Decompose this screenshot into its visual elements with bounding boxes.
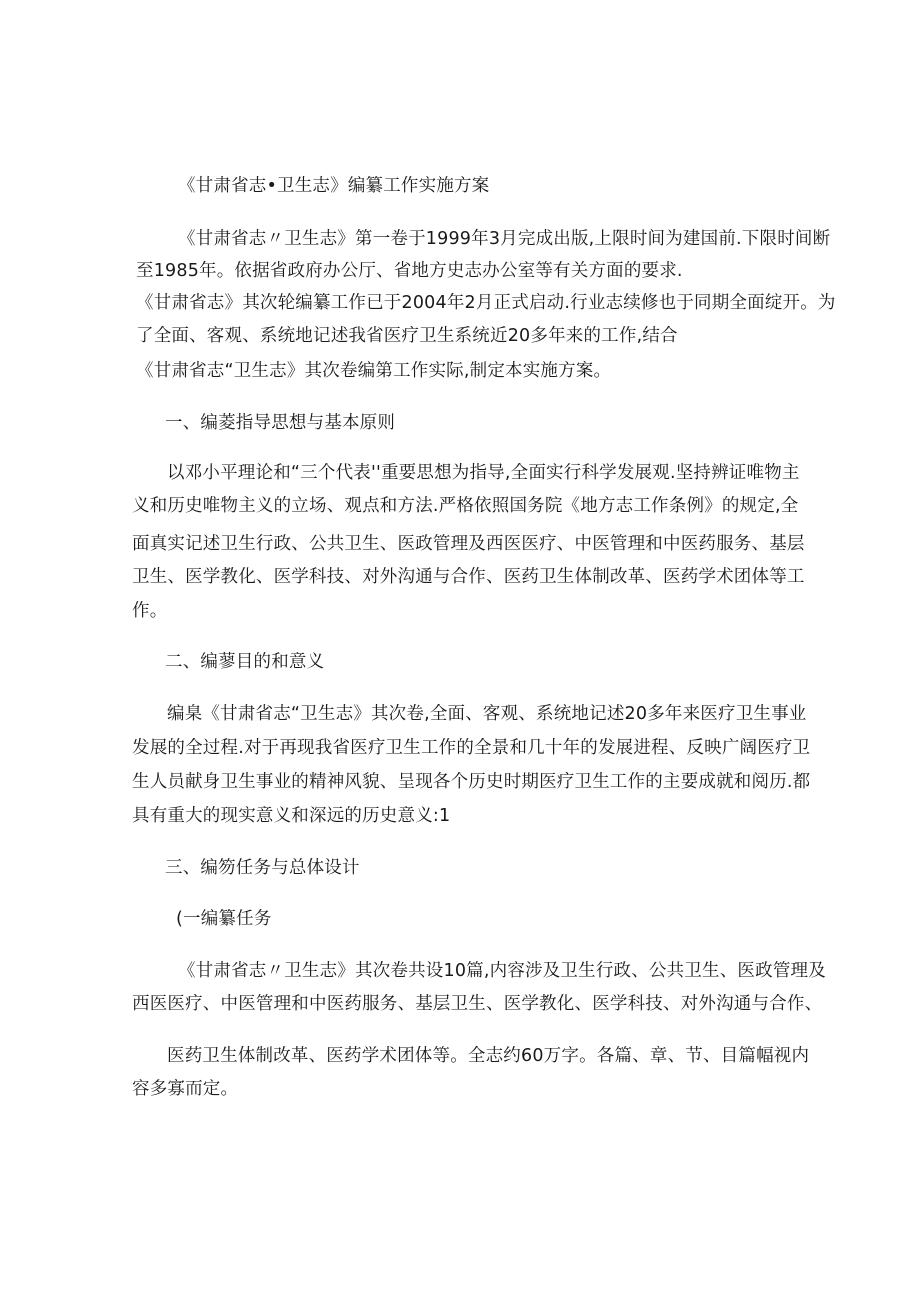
section1-line: 卫生、医学教化、医学科技、对外沟通与合作、医药卫生体制改革、医药学术团体等工 <box>132 567 805 587</box>
intro-line: 了全面、客观、系统地记述我省医疗卫生系统近20多年来的工作,结合 <box>136 326 678 346</box>
section3-line: 西医医疗、中医管理和中医药服务、基层卫生、医学教化、医学科技、对外沟通与合作、 <box>132 994 823 1014</box>
section1-line: 以邓小平理论和“三个代表''重要思想为指导,全面实行科学发展观.坚持辨证唯物主 <box>167 463 800 483</box>
intro-line: 《甘肃省志“卫生志》其次卷编第工作实际,制定本实施方案。 <box>136 361 612 381</box>
section3-heading: 三、编笏任务与总体设计 <box>165 858 360 878</box>
section1-line: 面真实记述卫生行政、公共卫生、医政管理及西医医疗、中医管理和中医药服务、基层 <box>132 534 805 554</box>
section2-line: 发展的全过程.对于再现我省医疗卫生工作的全景和几十年的发展进程、反映广阔医疗卫 <box>132 738 811 758</box>
intro-line: 《甘肃省志》其次轮编纂工作已于2004年2月正式启动.行业志续修也于同期全面绽开。为 <box>136 293 836 313</box>
document-title: 《甘肃省志•卫生志》编纂工作实施方案 <box>178 176 490 196</box>
section2-line: 生人员献身卫生事业的精神风貌、呈现各个历史时期医疗卫生工作的主要成就和阅历.都 <box>132 772 811 792</box>
intro-line: 《甘肃省志〃卫生志》第一卷于1999年3月完成出版,上限时间为建国前.下限时间断 <box>178 229 831 249</box>
section2-heading: 二、编蓼目的和意义 <box>165 652 325 672</box>
section3-line: 医药卫生体制改革、医药学术团体等。全志约60万字。各篇、章、节、目篇幅视内 <box>167 1046 810 1066</box>
section3-subheading: (一编纂任务 <box>176 909 272 929</box>
section3-line: 容多寡而定。 <box>132 1079 239 1099</box>
section2-line: 具有重大的现实意义和深远的历史意义:1 <box>132 806 451 826</box>
section2-line: 编臬《甘肃省志“卫生志》其次卷,全面、客观、系统地记述20多年来医疗卫生事业 <box>167 704 807 724</box>
intro-line: 至1985年。依据省政府办公厅、省地方史志办公室等有关方面的要求. <box>136 261 683 281</box>
section1-line: 作。 <box>132 601 168 621</box>
section1-line: 义和历史唯物主义的立场、观点和方法.严格依照国务院《地方志工作条例》的规定,全 <box>132 496 799 516</box>
section3-line: 《甘肃省志〃卫生志》其次卷共设10篇,内容涉及卫生行政、公共卫生、医政管理及 <box>178 961 826 981</box>
section1-heading: 一、编菱指导思想与基本原则 <box>165 413 396 433</box>
